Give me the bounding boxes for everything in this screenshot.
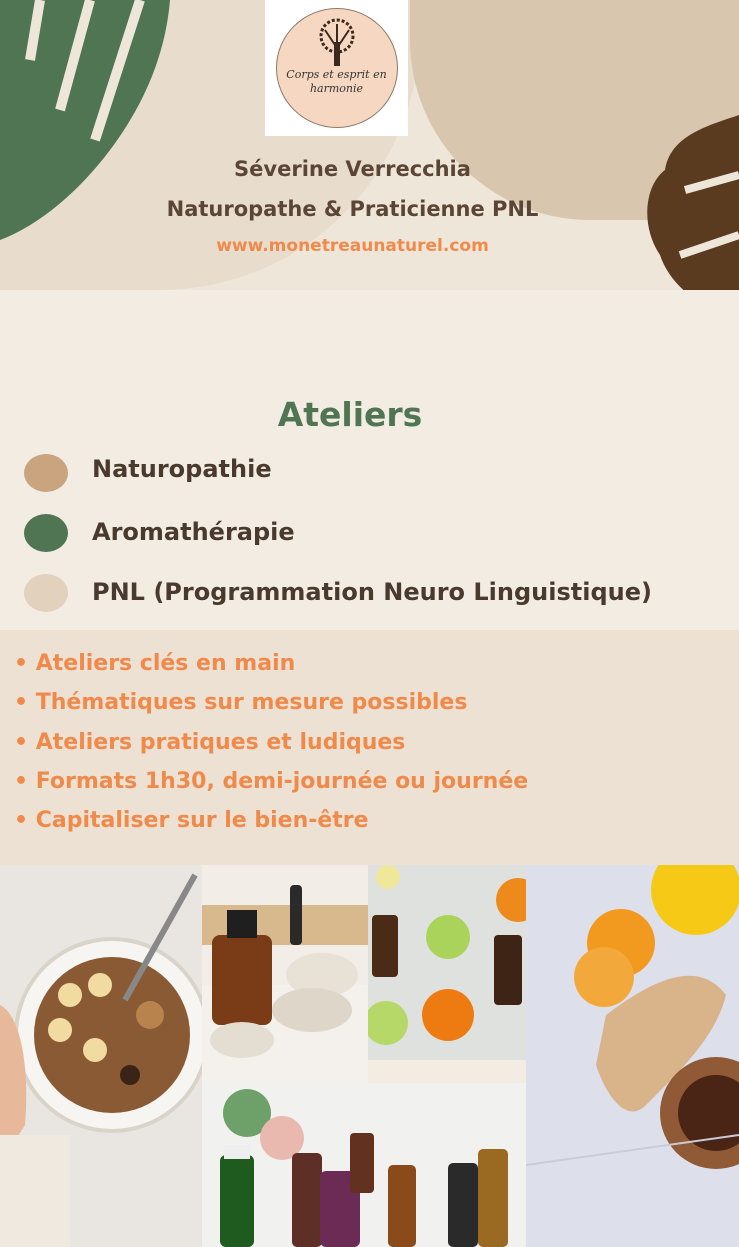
logo-line-2: harmonie (309, 82, 364, 95)
author-name: Séverine Verrecchia (234, 157, 471, 181)
bullet-item: • Formats 1h30, demi-journée ou journée (14, 769, 529, 794)
bullet-item: • Ateliers clés en main (14, 651, 296, 676)
bullet-text: Ateliers pratiques et ludiques (35, 730, 406, 755)
bullet-item: • Thématiques sur mesure possibles (14, 690, 468, 715)
dot-icon (24, 514, 68, 552)
dot-icon (24, 454, 68, 492)
atelier-item: Aromathérapie (92, 518, 295, 546)
section-title: Ateliers (277, 395, 423, 434)
author-title: Naturopathe & Praticienne PNL (166, 197, 539, 221)
logo (265, 0, 408, 136)
essential-oils-photo (202, 1083, 526, 1247)
logo-line-1: Corps et esprit en (286, 68, 387, 81)
atelier-item: Naturopathie (92, 455, 272, 483)
bullet-text: Capitaliser sur le bien-être (35, 808, 369, 833)
bullet-item: • Capitaliser sur le bien-être (14, 808, 369, 833)
bullet-item: • Ateliers pratiques et ludiques (14, 730, 406, 755)
bullet-text: Formats 1h30, demi-journée ou journée (35, 769, 529, 794)
header-section (0, 0, 739, 290)
ginger-lemon-photo (526, 865, 739, 1247)
bullet-text: Ateliers clés en main (35, 651, 296, 676)
website-link[interactable]: www.monetreaunaturel.com (216, 236, 489, 256)
tree-icon (307, 18, 367, 68)
granola-bowl-photo (0, 865, 202, 1247)
dropper-bottle-photo (202, 865, 368, 1083)
dot-icon (24, 574, 68, 612)
bullet-text: Thématiques sur mesure possibles (35, 690, 468, 715)
citrus-flatlay-photo (368, 865, 526, 1060)
logo-text (265, 68, 408, 96)
atelier-item: PNL (Programmation Neuro Linguistique) (92, 578, 652, 606)
